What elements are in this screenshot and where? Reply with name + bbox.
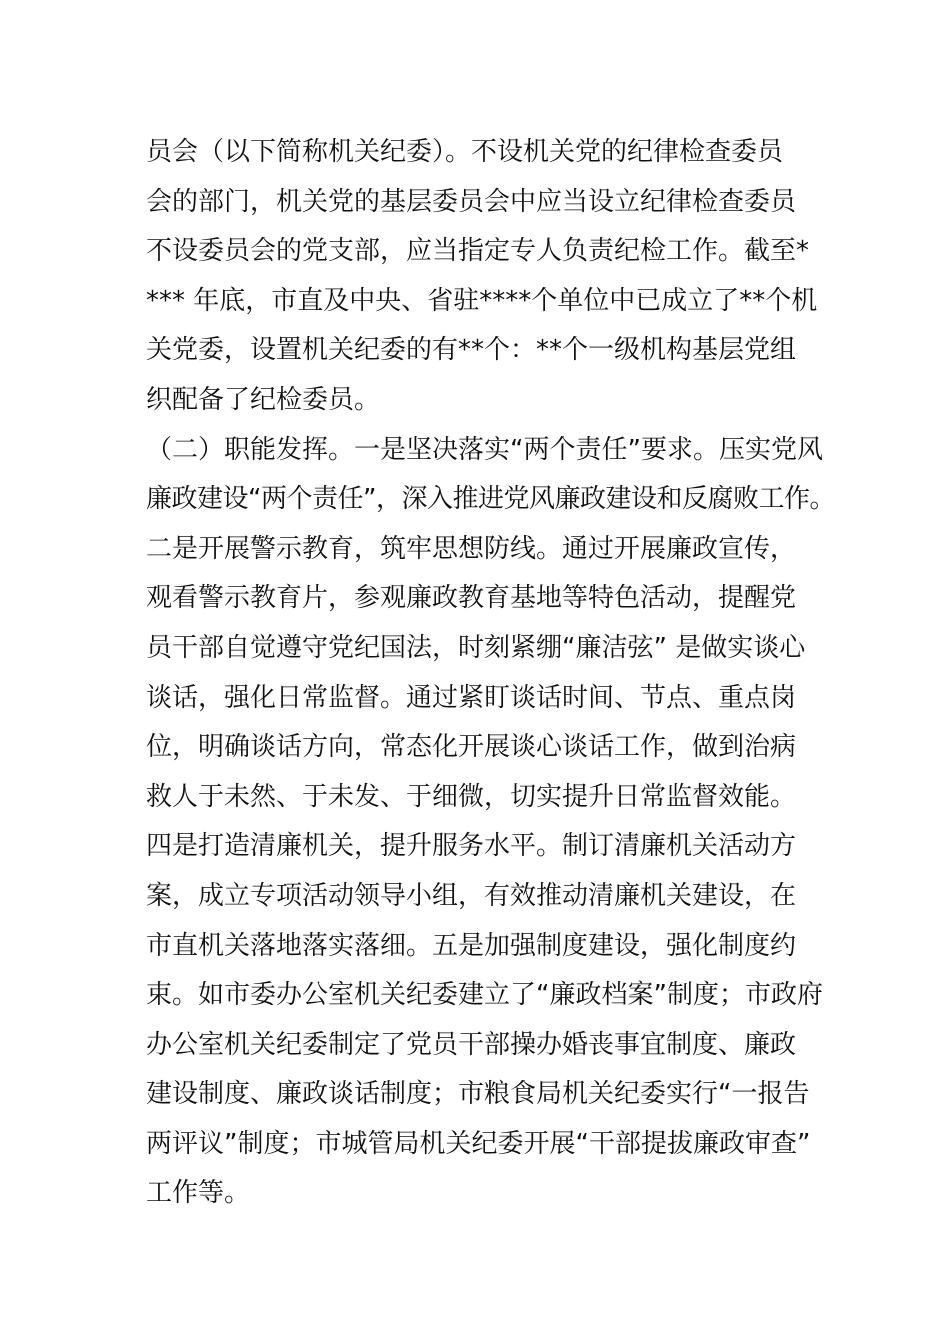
text-line: 关党委，设置机关纪委的有**个：**个一级机构基层党组 [146, 335, 797, 366]
text-line: 位，明确谈话方向，常态化开展谈心谈话工作，做到治病 [146, 732, 797, 763]
section-heading-line: （二）职能发挥。一是坚决落实“两个责任”要求。压实党风 [146, 434, 823, 465]
text-line: 办公室机关纪委制定了党员干部操办婚丧事宜制度、廉政 [146, 1029, 797, 1060]
text-line: 市直机关落地落实落细。五是加强制度建设，强化制度约 [146, 930, 797, 961]
text-line: *** 年底，市直及中央、省驻****个单位中已成立了**个机 [146, 285, 818, 316]
text-line: 二是开展警示教育，筑牢思想防线。通过开展廉政宣传， [146, 533, 797, 564]
text-line: 四是打造清廉机关，提升服务水平。制订清廉机关活动方 [146, 831, 797, 862]
text-line: 观看警示教育片，参观廉政教育基地等特色活动，提醒党 [146, 583, 797, 614]
text-line: 织配备了纪检委员。 [146, 384, 381, 415]
text-line: 谈话，强化日常监督。通过紧盯谈话时间、节点、重点岗 [146, 682, 797, 713]
text-line: 两评议”制度；市城管局机关纪委开展“干部提拔廉政审查” [146, 1128, 811, 1159]
text-line: 工作等。 [146, 1178, 251, 1209]
text-line: 会的部门，机关党的基层委员会中应当设立纪律检查委员 [146, 186, 797, 217]
text-line: 案，成立专项活动领导小组，有效推动清廉机关建设，在 [146, 880, 797, 911]
text-line: 员干部自觉遵守党纪国法，时刻紧绷“廉洁弦” 是做实谈心 [146, 632, 806, 663]
text-line: 救人于未然、于未发、于细微，切实提升日常监督效能。 [146, 781, 797, 812]
body-text [146, 128, 836, 1219]
text-line: 廉政建设“两个责任”，深入推进党风廉政建设和反腐败工作。 [146, 484, 835, 515]
text-line: 不设委员会的党支部，应当指定专人负责纪检工作。截至* [146, 236, 810, 267]
text-line: 建设制度、廉政谈话制度；市粮食局机关纪委实行“一报告 [146, 1079, 810, 1110]
text-line: 束。如市委办公室机关纪委建立了“廉政档案”制度；市政府 [146, 980, 823, 1011]
text-line: 员会（以下简称机关纪委）。不设机关党的纪律检查委员 [146, 137, 784, 167]
